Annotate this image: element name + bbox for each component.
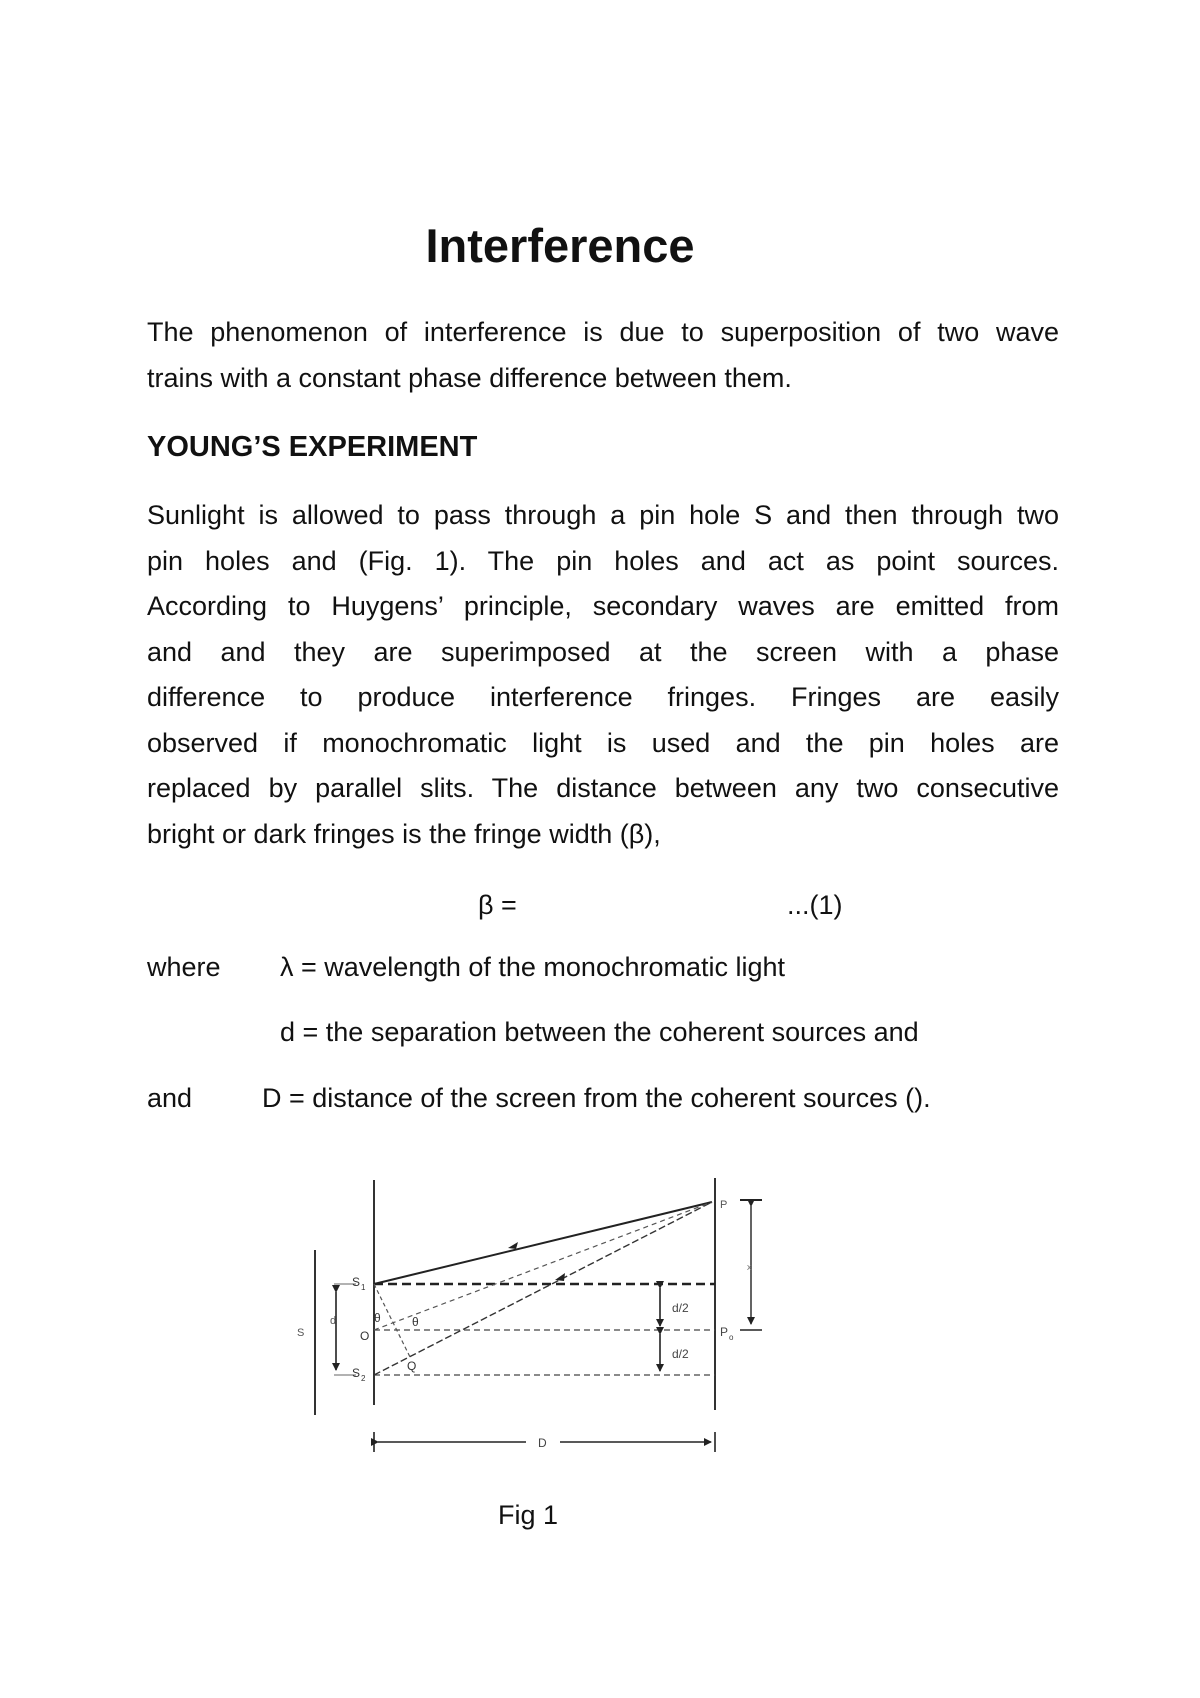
label-D: D [538,1436,547,1450]
label-d: d [330,1315,337,1327]
ray-o-p [374,1202,712,1330]
label-s2: S [352,1366,361,1380]
label-O: O [360,1329,370,1343]
body-line-8: bright or dark fringes is the fringe width (β), [147,818,661,849]
lambda-definition: λ = wavelength of the monochromatic light [280,952,786,982]
body-line-2: pin holes and (Fig. 1). The pin holes and act as point sources. [147,545,1059,576]
label-d-half-bottom: d/2 [672,1347,689,1361]
label-P0-subscript: o [729,1333,734,1342]
section-heading: YOUNG’S EXPERIMENT [147,431,478,463]
d-definition: d = the separation between the coherent sources and [280,1017,919,1047]
body-line-3: According to Huygens’ principle, secondary waves are emitted from [147,591,1059,621]
body-line-6: observed if monochromatic light is used and the pin holes are [147,727,1059,758]
equation-number: ...(1) [787,890,843,920]
label-x: x [747,1262,752,1272]
page-title: Interference [425,219,695,272]
intro-paragraph [147,310,1059,401]
D-definition: D = distance of the screen from the coherent sources (). [262,1083,931,1113]
figure-caption: Fig 1 [498,1500,559,1530]
body-paragraph [147,493,1059,857]
body-line-1: Sunlight is allowed to pass through a pin hole S and then through two [147,500,1059,530]
label-s1-subscript: 1 [361,1283,366,1292]
label-d-half-top: d/2 [672,1301,689,1315]
body-line-5: difference to produce interference fringes. Fringes are easily [147,682,1059,712]
youngs-experiment-diagram [285,1165,785,1465]
where-label: where [147,952,221,982]
ray-arrowhead-2 [555,1273,565,1281]
intro-line-2: trains with a constant phase difference between them. [147,362,792,393]
label-s1: S [352,1275,361,1289]
label-P: P [720,1199,728,1211]
equation-lhs: β = [478,890,517,920]
label-s2-subscript: 2 [361,1374,366,1383]
and-label: and [147,1083,193,1113]
ray-arrowhead-1 [508,1242,518,1249]
intro-line-1: The phenomenon of interference is due to superposition of two wave [147,317,1059,347]
label-S: S [297,1327,305,1339]
label-theta-2: θ [412,1315,419,1329]
body-line-4: and and they are superimposed at the screen with a phase [147,636,1059,667]
label-P0: P [720,1325,729,1339]
ray-s1-p [374,1202,712,1284]
label-theta-1: θ [374,1311,381,1325]
ray-s2-p [374,1202,712,1375]
body-line-7: replaced by parallel slits. The distance between any two consecutive [147,773,1059,803]
label-Q: Q [407,1359,417,1373]
